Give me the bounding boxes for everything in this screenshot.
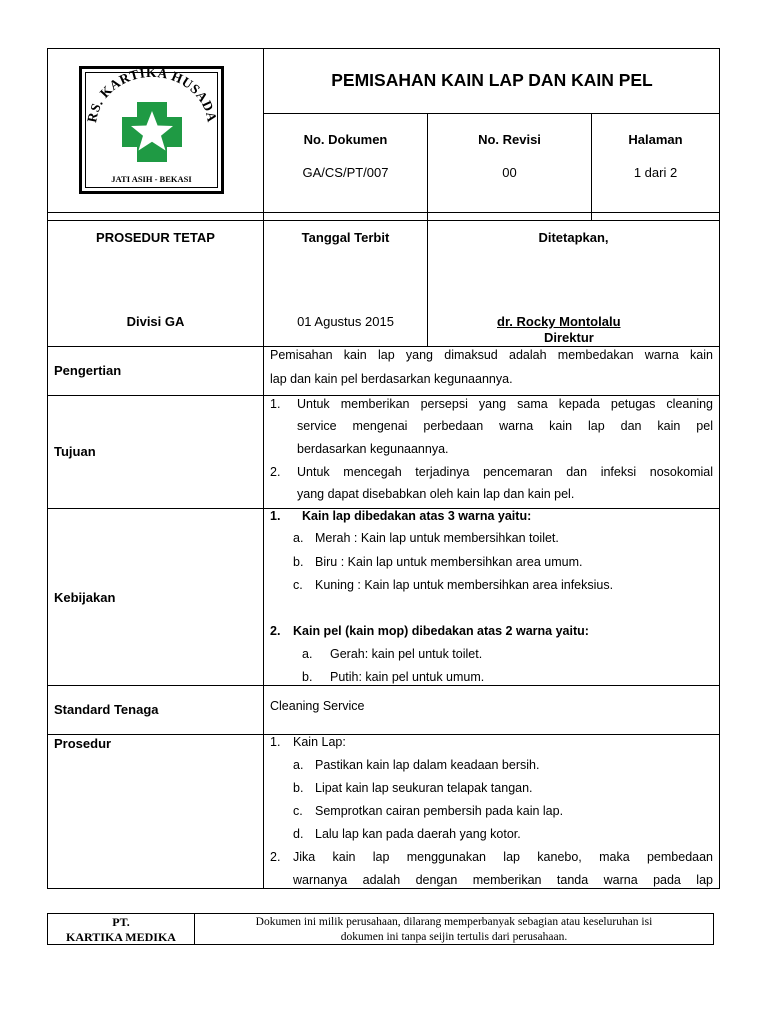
issued-date-value: 01 Agustus 2015 — [297, 314, 394, 329]
doc-number-label: No. Dokumen — [303, 132, 388, 147]
list-number: 2. — [270, 850, 281, 864]
doc-number-value: GA/CS/PT/007 — [302, 165, 389, 180]
list-item: Untuk mencegah terjadinya pencemaran dan infeksi nosokomial — [297, 465, 713, 479]
table-border — [47, 888, 720, 889]
text-line: lap dan kain pel berdasarkan kegunaannya. — [270, 372, 513, 386]
table-border — [263, 346, 264, 888]
table-border — [47, 212, 720, 213]
issued-date-label: Tanggal Terbit — [301, 230, 390, 245]
list-heading: Kain pel (kain mop) dibedakan atas 2 warna yaitu: — [293, 624, 589, 638]
list-letter: c. — [293, 578, 303, 592]
standard-value: Cleaning Service — [270, 699, 365, 713]
table-border — [719, 48, 720, 888]
list-letter: a. — [293, 531, 304, 545]
list-item: Gerah: kain pel untuk toilet. — [330, 647, 483, 661]
document-title: PEMISAHAN KAIN LAP DAN KAIN PEL — [331, 70, 653, 90]
list-letter: a. — [293, 758, 304, 772]
list-item: Kuning : Kain lap untuk membersihkan area infeksius. — [315, 578, 614, 592]
list-number: 1. — [270, 397, 281, 411]
protap-label: PROSEDUR TETAP — [96, 230, 215, 245]
section-label-kebijakan: Kebijakan — [54, 590, 116, 605]
list-item: Putih: kain pel untuk umum. — [330, 670, 485, 684]
list-item: Kain Lap: — [293, 735, 346, 749]
page-value: 1 dari 2 — [633, 165, 678, 180]
footer-company-l1: PT. — [112, 915, 130, 929]
table-border — [47, 48, 720, 49]
footer-company-l2: KARTIKA MEDIKA — [66, 930, 176, 944]
list-number: 2. — [270, 465, 281, 479]
list-letter: d. — [293, 827, 304, 841]
logo-arc-text: RS. KARTIKA HUSADA — [84, 69, 220, 124]
list-item: service mengenai perbedaan warna kain lap dan kain pel — [297, 419, 713, 433]
signer-name: dr. Rocky Montolalu — [497, 314, 621, 329]
list-item: Lipat kain lap seukuran telapak tangan. — [315, 781, 533, 795]
list-number: 2. — [270, 624, 281, 638]
list-item: yang dapat disebabkan oleh kain lap dan kain pel. — [297, 487, 575, 501]
list-item: Merah : Kain lap untuk membersihkan toilet. — [315, 531, 559, 545]
signer-title: Direktur — [544, 330, 594, 345]
text-line: Pemisahan kain lap yang dimaksud adalah membedakan warna kain — [270, 348, 713, 362]
footer-box — [47, 913, 714, 945]
division-label: Divisi GA — [126, 314, 185, 329]
table-border — [47, 48, 48, 888]
list-letter: b. — [293, 781, 304, 795]
list-letter: b. — [293, 555, 304, 569]
section-label-tujuan: Tujuan — [54, 444, 96, 459]
list-item: Untuk memberikan persepsi yang sama kepada petugas cleaning — [297, 397, 713, 411]
table-border — [47, 220, 720, 221]
section-label-prosedur: Prosedur — [54, 736, 112, 751]
list-number: 1. — [270, 735, 281, 749]
list-heading: Kain lap dibedakan atas 3 warna yaitu: — [302, 509, 532, 523]
list-item: warnanya adalah dengan memberikan tanda warna pada lap — [293, 873, 713, 887]
list-item: Jika kain lap menggunakan lap kanebo, maka pembedaan — [293, 850, 713, 864]
table-border — [263, 48, 264, 346]
footer-notice-l1: Dokumen ini milik perusahaan, dilarang memperbanyak sebagian atau keseluruhan isi — [255, 916, 653, 928]
section-label-pengertian: Pengertian — [54, 363, 122, 378]
list-item: Semprotkan cairan pembersih pada kain lap. — [315, 804, 564, 818]
page-label: Halaman — [628, 132, 683, 147]
list-letter: a. — [302, 647, 313, 661]
table-border — [47, 734, 720, 735]
hospital-logo — [79, 66, 224, 194]
revision-value: 00 — [502, 165, 517, 180]
list-item: Biru : Kain lap untuk membersihkan area umum. — [315, 555, 583, 569]
green-cross-icon — [122, 102, 182, 162]
list-letter: b. — [302, 670, 313, 684]
section-label-standard: Standard Tenaga — [54, 702, 159, 717]
list-item: berdasarkan kegunaannya. — [297, 442, 449, 456]
list-number: 1. — [270, 509, 281, 523]
footer-notice-l2: dokumen ini tanpa seijin tertulis dari perusahaan. — [340, 931, 568, 943]
table-border — [263, 113, 720, 114]
revision-label: No. Revisi — [478, 132, 541, 147]
approved-label: Ditetapkan, — [538, 230, 609, 245]
list-letter: c. — [293, 804, 303, 818]
list-item: Lalu lap kan pada daerah yang kotor. — [315, 827, 521, 841]
list-item: Pastikan kain lap dalam keadaan bersih. — [315, 758, 540, 772]
logo-location-text: JATI ASIH - BEKASI — [111, 174, 192, 184]
